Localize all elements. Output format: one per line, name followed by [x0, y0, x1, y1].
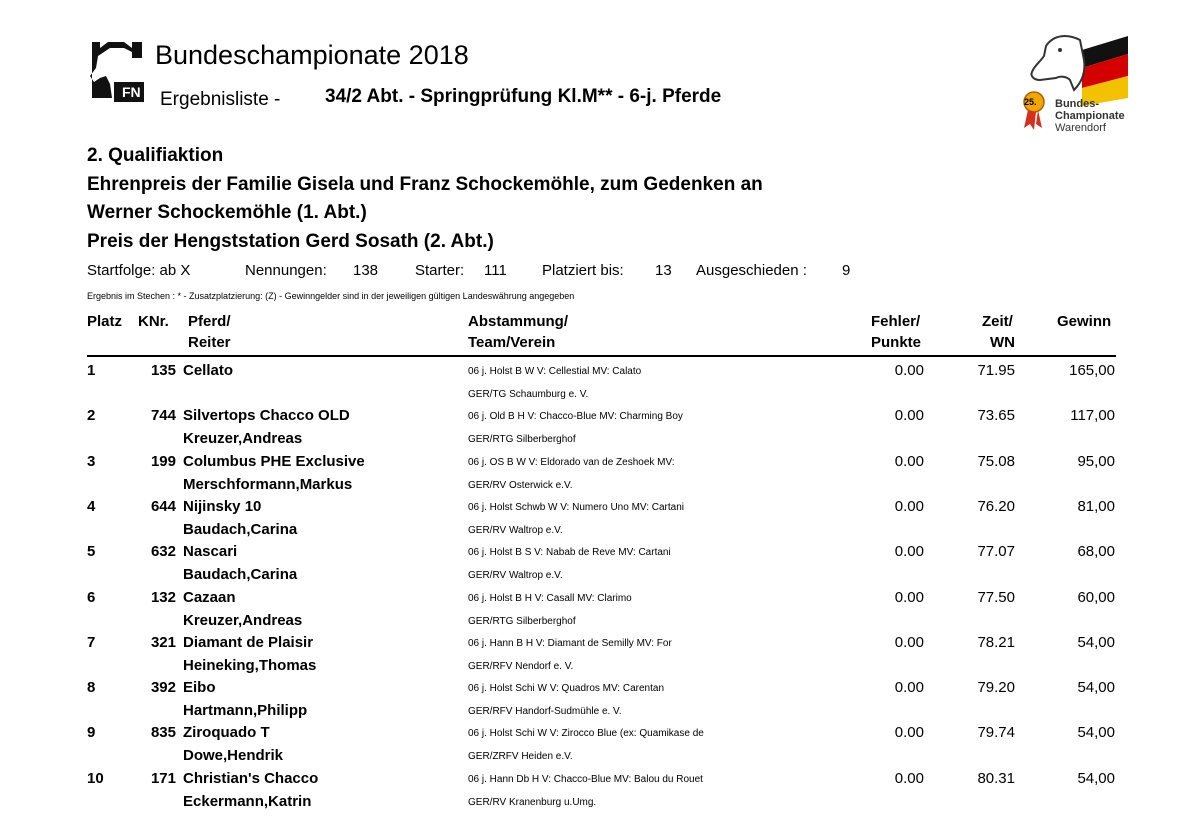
cell-knr: 321 — [150, 634, 176, 651]
cell-verein: GER/ZRFV Heiden e.V. — [468, 751, 573, 762]
cell-platz: 8 — [87, 679, 96, 696]
cell-zeit: 77.07 — [977, 543, 1015, 560]
cell-reiter: Baudach,Carina — [183, 521, 298, 538]
header-rule — [87, 355, 1116, 357]
cell-gewinn: 117,00 — [1070, 407, 1115, 424]
cell-abstammung: 06 j. OS B W V: Eldorado van de Zeshoek MV: — [468, 457, 675, 468]
heading-werner: Werner Schockemöhle (1. Abt.) — [87, 202, 367, 223]
cell-gewinn: 165,00 — [1069, 362, 1115, 379]
cell-platz: 9 — [87, 724, 96, 741]
cell-pferd: Cellato — [183, 362, 234, 379]
cell-fehler: 0.00 — [894, 362, 924, 379]
cell-zeit: 75.08 — [977, 453, 1015, 470]
header-fehler: Fehler/ — [871, 313, 921, 330]
cell-verein: GER/RFV Nendorf e. V. — [468, 661, 574, 672]
cell-fehler: 0.00 — [894, 407, 924, 424]
platziert-value: 13 — [655, 262, 672, 279]
cell-gewinn: 54,00 — [1077, 634, 1115, 651]
cell-pferd: Diamant de Plaisir — [183, 634, 314, 651]
cell-reiter: Dowe,Hendrik — [183, 747, 284, 764]
cell-verein: GER/RTG Silberberghof — [468, 434, 576, 445]
cell-zeit: 71.95 — [977, 362, 1015, 379]
starter-label: Starter: — [415, 262, 465, 279]
cell-fehler: 0.00 — [894, 679, 924, 696]
cell-gewinn: 95,00 — [1077, 453, 1115, 470]
cell-platz: 10 — [87, 770, 104, 787]
heading-ehrenpreis: Ehrenpreis der Familie Gisela und Franz Schockemöhle, zum Gedenken an — [87, 174, 763, 195]
cell-reiter: Hartmann,Philipp — [183, 702, 308, 719]
fn-logo-text: FN — [122, 84, 141, 100]
cell-gewinn: 54,00 — [1077, 679, 1115, 696]
cell-platz: 1 — [87, 362, 96, 379]
cell-reiter: Merschformann,Markus — [183, 476, 353, 493]
subtitle-label: Ergebnisliste - — [160, 89, 281, 110]
result-note: Ergebnis im Stechen : * - Zusatzplatzierung: (Z) - Gewinngelder sind in der jeweiligen gültigen Landeswährung angegeben — [87, 291, 575, 301]
cell-platz: 5 — [87, 543, 96, 560]
cell-reiter: Heineking,Thomas — [183, 657, 317, 674]
cell-abstammung: 06 j. Hann B H V: Diamant de Semilly MV: For — [468, 638, 672, 649]
cell-verein: GER/TG Schaumburg e. V. — [468, 389, 589, 400]
nennungen-label: Nennungen: — [245, 262, 327, 279]
logo-text-line2: Championate — [1055, 110, 1125, 122]
header-platz: Platz — [87, 313, 123, 330]
cell-abstammung: 06 j. Holst B H V: Casall MV: Clarimo — [468, 593, 632, 604]
cell-reiter: Baudach,Carina — [183, 566, 298, 583]
cell-gewinn: 60,00 — [1077, 589, 1115, 606]
header-team: Team/Verein — [468, 334, 556, 351]
cell-abstammung: 06 j. Holst B S V: Nabab de Reve MV: Cartani — [468, 547, 671, 558]
cell-platz: 4 — [87, 498, 96, 515]
cell-verein: GER/RV Waltrop e.V. — [468, 525, 563, 536]
cell-fehler: 0.00 — [894, 724, 924, 741]
cell-pferd: Silvertops Chacco OLD — [183, 407, 350, 424]
cell-platz: 7 — [87, 634, 96, 651]
logo-text-line1: Bundes- — [1055, 98, 1099, 110]
cell-reiter: Kreuzer,Andreas — [183, 612, 303, 629]
cell-fehler: 0.00 — [894, 543, 924, 560]
cell-knr: 632 — [150, 543, 176, 560]
cell-abstammung: 06 j. Holst Schwb W V: Numero Uno MV: Cartani — [468, 502, 684, 513]
cell-gewinn: 54,00 — [1077, 770, 1115, 787]
cell-knr: 392 — [150, 679, 176, 696]
header-pferd: Pferd/ — [188, 313, 231, 330]
cell-fehler: 0.00 — [894, 634, 924, 651]
platziert-label: Platziert bis: — [542, 262, 624, 279]
header-knr: KNr. — [138, 313, 169, 330]
cell-gewinn: 81,00 — [1077, 498, 1115, 515]
subtitle-event: 34/2 Abt. - Springprüfung Kl.M** - 6-j. Pferde — [325, 86, 722, 107]
cell-knr: 199 — [150, 453, 176, 470]
page-title: Bundeschampionate 2018 — [155, 40, 469, 70]
cell-verein: GER/RFV Handorf-Sudmühle e. V. — [468, 706, 622, 717]
cell-fehler: 0.00 — [894, 589, 924, 606]
cell-pferd: Christian's Chacco — [183, 770, 319, 787]
bundeschampionate-logo — [1010, 28, 1140, 140]
fn-logo — [86, 38, 148, 104]
cell-zeit: 77.50 — [977, 589, 1015, 606]
cell-abstammung: 06 j. Holst B W V: Cellestial MV: Calato — [468, 366, 642, 377]
cell-knr: 171 — [150, 770, 176, 787]
cell-knr: 744 — [150, 407, 176, 424]
header-zeit: Zeit/ — [982, 313, 1013, 330]
nennungen-value: 138 — [353, 262, 379, 279]
cell-knr: 132 — [150, 589, 176, 606]
cell-verein: GER/RV Osterwick e.V. — [468, 480, 573, 491]
cell-reiter: Eckermann,Katrin — [183, 793, 312, 810]
cell-knr: 644 — [150, 498, 176, 515]
cell-fehler: 0.00 — [894, 453, 924, 470]
cell-platz: 3 — [87, 453, 96, 470]
cell-pferd: Columbus PHE Exclusive — [183, 453, 365, 470]
cell-zeit: 78.21 — [977, 634, 1015, 651]
cell-zeit: 79.74 — [977, 724, 1015, 741]
cell-zeit: 73.65 — [977, 407, 1015, 424]
anniversary-badge: 25. — [1024, 97, 1037, 107]
cell-abstammung: 06 j. Holst Schi W V: Quadros MV: Carentan — [468, 683, 665, 694]
ausgeschieden-label: Ausgeschieden : — [696, 262, 807, 279]
header-abstammung: Abstammung/ — [468, 313, 569, 330]
header-wn: WN — [990, 334, 1015, 351]
cell-knr: 135 — [150, 362, 176, 379]
starter-value: 111 — [484, 262, 507, 279]
cell-verein: GER/RV Kranenburg u.Umg. — [468, 797, 597, 808]
cell-platz: 6 — [87, 589, 96, 606]
cell-abstammung: 06 j. Hann Db H V: Chacco-Blue MV: Balou du Rouet — [468, 774, 703, 785]
cell-knr: 835 — [150, 724, 176, 741]
cell-fehler: 0.00 — [894, 498, 924, 515]
cell-fehler: 0.00 — [894, 770, 924, 787]
cell-zeit: 79.20 — [977, 679, 1015, 696]
heading-hengststation: Preis der Hengststation Gerd Sosath (2. Abt.) — [87, 231, 494, 252]
header-gewinn: Gewinn — [1057, 313, 1112, 330]
cell-platz: 2 — [87, 407, 96, 424]
cell-pferd: Nascari — [183, 543, 238, 560]
heading-qualifikation: 2. Qualifiaktion — [87, 145, 224, 166]
cell-gewinn: 54,00 — [1077, 724, 1115, 741]
cell-zeit: 76.20 — [977, 498, 1015, 515]
cell-pferd: Eibo — [183, 679, 216, 696]
cell-gewinn: 68,00 — [1077, 543, 1115, 560]
cell-pferd: Cazaan — [183, 589, 236, 606]
cell-verein: GER/RTG Silberberghof — [468, 616, 576, 627]
header-reiter: Reiter — [188, 334, 231, 351]
cell-pferd: Nijinsky 10 — [183, 498, 262, 515]
cell-abstammung: 06 j. Old B H V: Chacco-Blue MV: Charming Boy — [468, 411, 683, 422]
startfolge: Startfolge: ab X — [87, 262, 191, 279]
cell-verein: GER/RV Waltrop e.V. — [468, 570, 563, 581]
logo-text-line3: Warendorf — [1055, 122, 1106, 134]
cell-reiter: Kreuzer,Andreas — [183, 430, 303, 447]
header-punkte: Punkte — [871, 334, 922, 351]
cell-pferd: Ziroquado T — [183, 724, 270, 741]
ausgeschieden-value: 9 — [842, 262, 851, 279]
cell-zeit: 80.31 — [977, 770, 1015, 787]
cell-abstammung: 06 j. Holst Schi W V: Zirocco Blue (ex: Quamikase de — [468, 728, 704, 739]
